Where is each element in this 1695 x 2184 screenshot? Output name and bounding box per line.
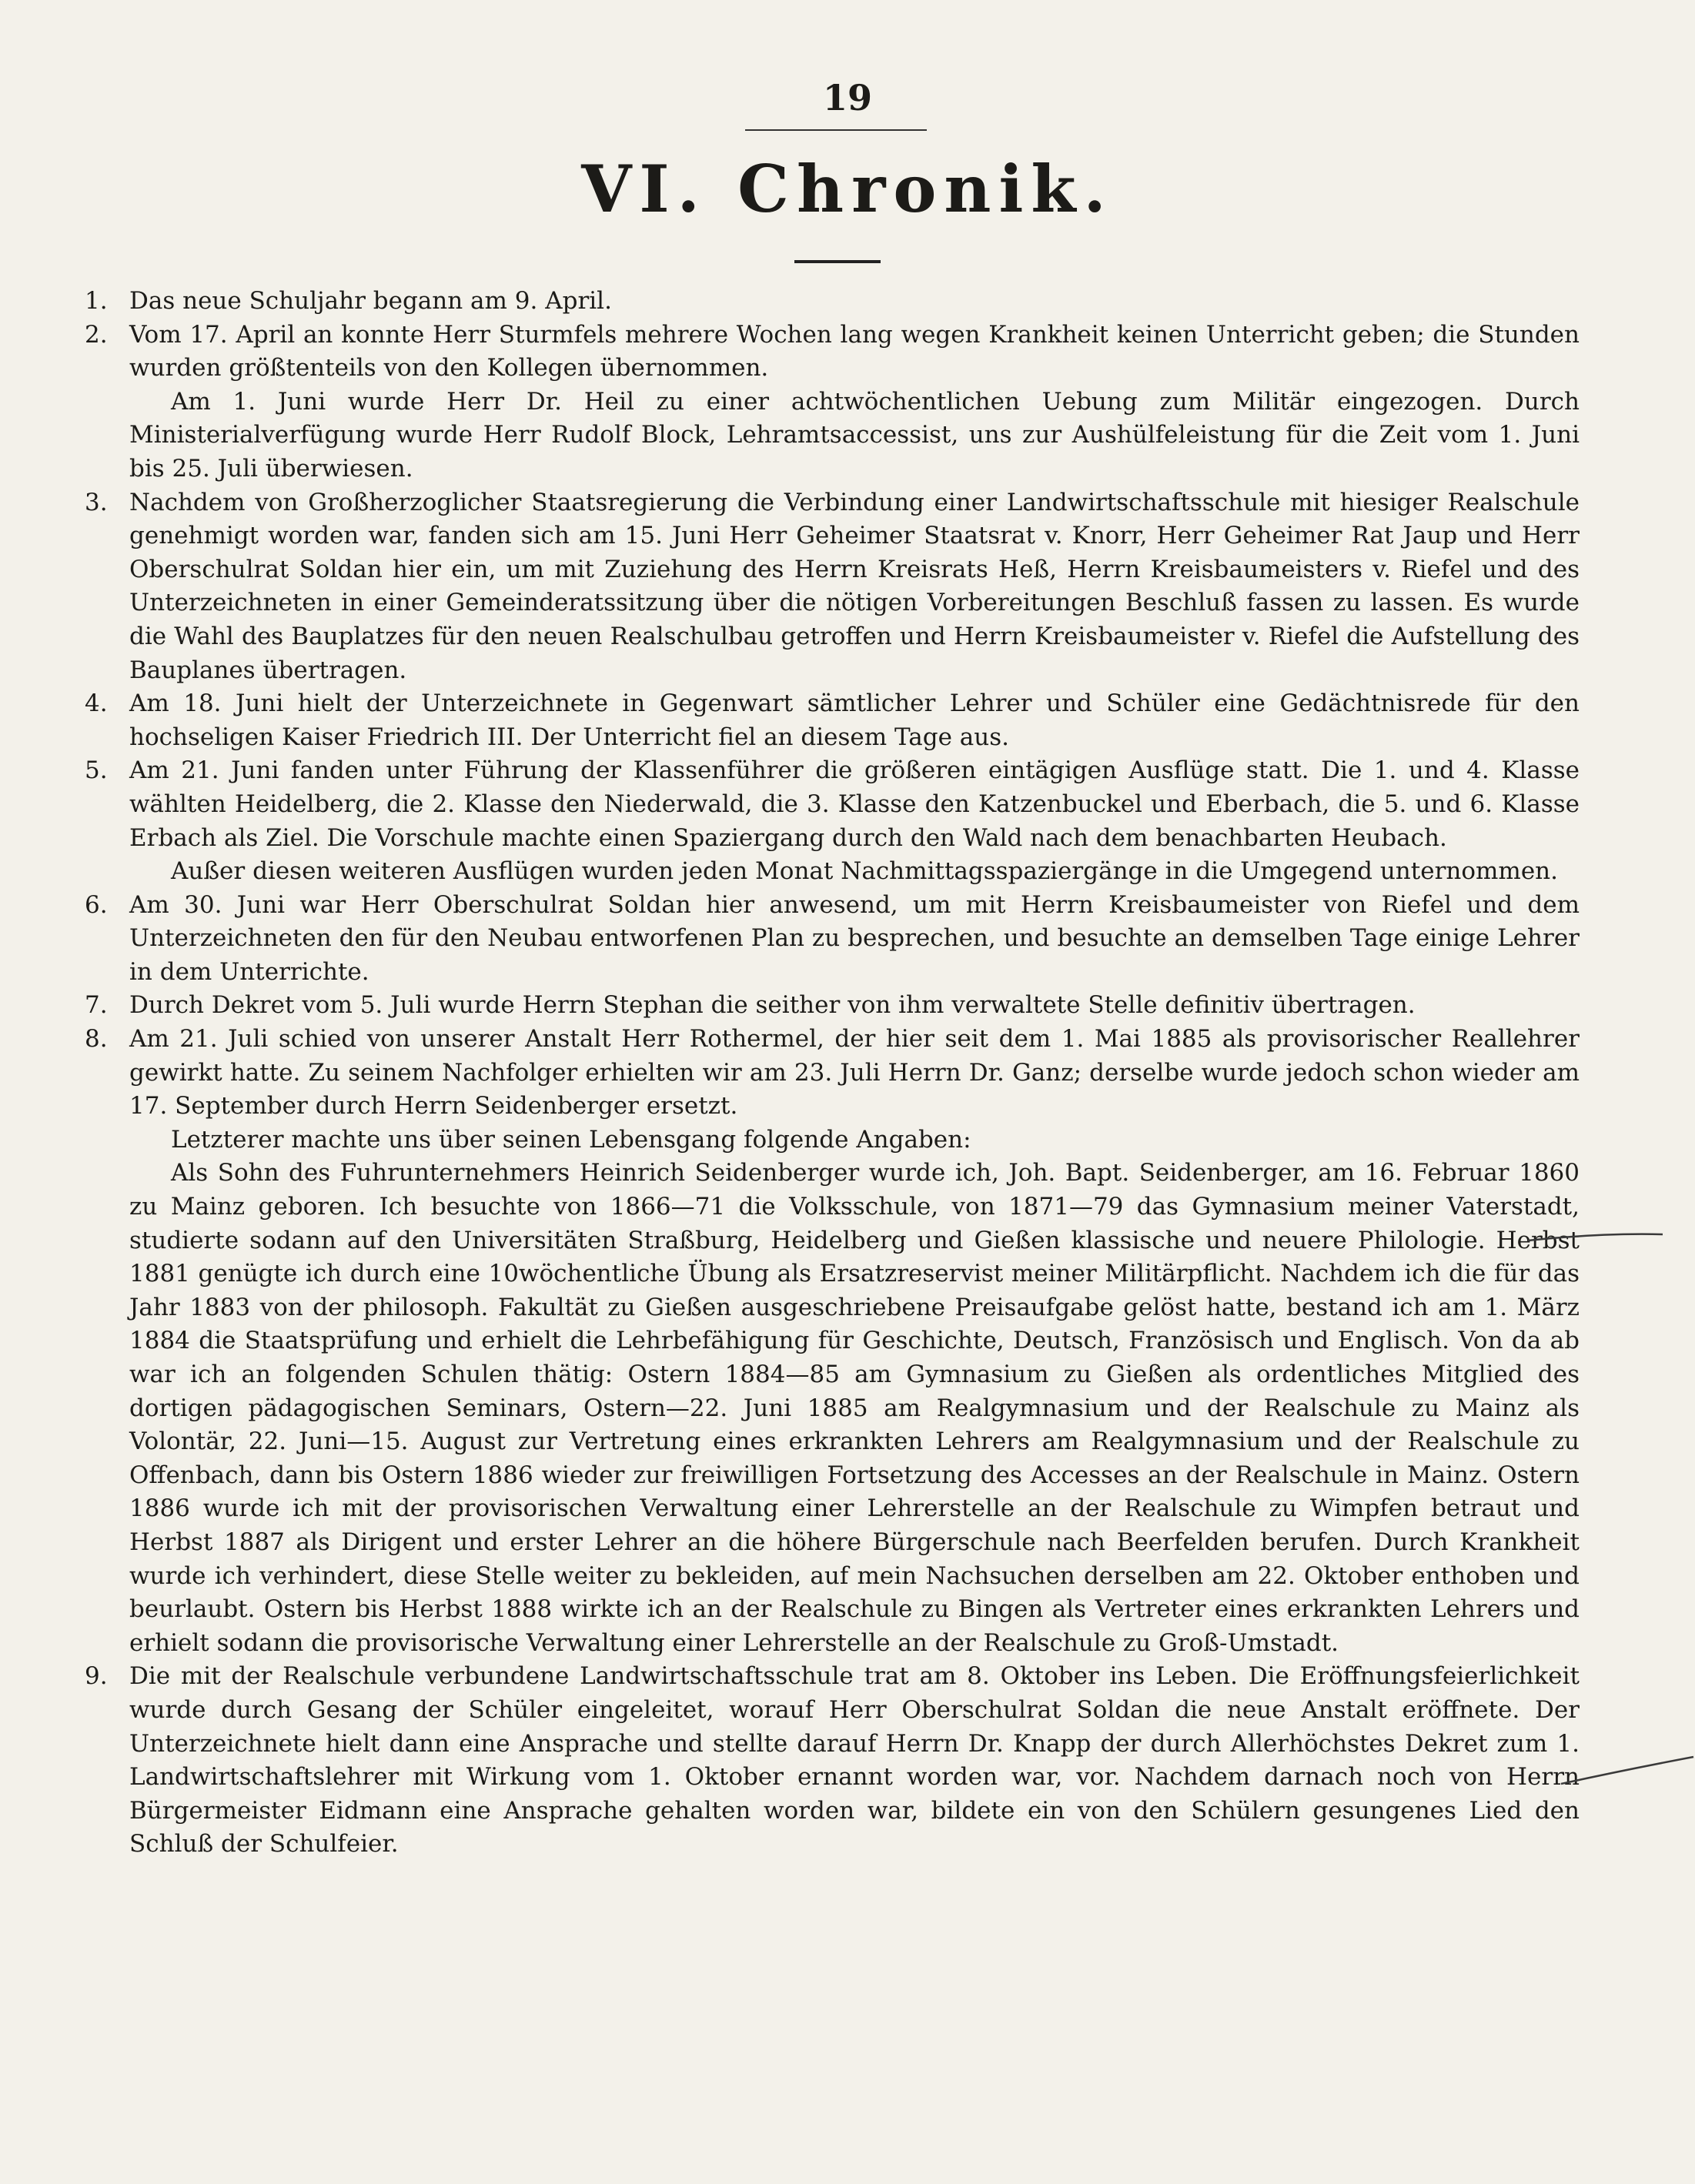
item-paragraph: Nachdem von Großherzoglicher Staatsregierung die Verbindung einer Landwirtschaftsschule mit hiesiger Realschule genehmigt worden war, fanden sich am 15. Juni Herr Geheimer Staatsrat v. Knorr, Herr Geheimer Rat Jaup und Herr Oberschulrat Soldan hier ein, um mit Zuziehung des Herrn Kreisrats Heß, Herrn Kreisbaumeisters v. Riefel und des Unterzeichneten in einer Gemeinderatssitzung über die nötigen Vorbereitungen Beschluß fassen zu lassen. Es wurde die Wahl des Bauplatzes für den neuen Realschulbau getroffen und Herrn Kreisbaumeister v. Riefel die Aufstellung des Bauplanes übertragen. (129, 488, 1580, 684)
chronicle-list (85, 285, 1580, 1862)
chronicle-item-3 (85, 486, 1580, 688)
title-rule (794, 260, 881, 263)
biography-paragraph: Als Sohn des Fuhrunternehmers Heinrich Seidenberger wurde ich, Joh. Bapt. Seidenberger, am 16. Februar 1860 zu Mainz geboren. Ich besuchte von 1866—71 die Volksschule, von 1871—79 das Gymnasium meiner Vaterstadt, studierte sodann auf den Universitäten Straßburg, Heidelberg und Gießen klassische und neuere Philologie. Herbst 1881 genügte ich durch eine 10wöchentliche Übung als Ersatzreservist meiner Militärpflicht. Nachdem ich die für das Jahr 1883 von der philosoph. Fakultät zu Gießen ausgeschriebene Preisaufgabe gelöst hatte, bestand ich am 1. März 1884 die Staatsprüfung und erhielt die Lehrbefähigung für Geschichte, Deutsch, Französisch und Englisch. Von da ab war ich an folgenden Schulen thätig: Ostern 1884—85 am Gymnasium zu Gießen als ordentliches Mitglied des dortigen pädagogischen Seminars, Ostern—22. Juni 1885 am Realgymnasium und der Realschule zu Mainz als Volontär, 22. Juni—15. August zur Vertretung eines erkrankten Lehrers am Realgymnasium und der Realschule zu Offenbach, dann bis Ostern 1886 wieder zur freiwilligen Fortsetzung des Accesses an der Realschule in Mainz. Ostern 1886 wurde ich mit der provisorischen Verwaltung einer Lehrerstelle an der Realschule zu Wimpfen betraut und Herbst 1887 als Dirigent und erster Lehrer an die höhere Bürgerschule nach Beerfelden berufen. Durch Krankheit wurde ich verhindert, diese Stelle weiter zu bekleiden, auf mein Nachsuchen derselben am 22. Oktober enthoben und beurlaubt. Ostern bis Herbst 1888 wirkte ich an der Realschule zu Bingen als Vertreter eines erkrankten Lehrers und erhielt sodann die provisorische Verwaltung einer Lehrerstelle an der Realschule zu Groß-Umstadt. (129, 1159, 1580, 1657)
item-paragraph: Außer diesen weiteren Ausflügen wurden jeden Monat Nachmittagsspaziergänge in die Umgegend unternommen. (171, 857, 1558, 886)
chronicle-item-9 (85, 1660, 1580, 1862)
chapter-title: VI. Chronik. (581, 151, 1114, 227)
page-number: 19 (822, 77, 872, 119)
item-paragraph: Am 18. Juni hielt der Unterzeichnete in Gegenwart sämtlicher Lehrer und Schüler eine Gedächtnisrede für den hochseligen Kaiser Friedrich III. Der Unterricht fiel an diesem Tage aus. (129, 690, 1580, 751)
item-number: 4. (85, 690, 108, 718)
item-paragraph: Die mit der Realschule verbundene Landwirtschaftsschule trat am 8. Oktober ins Leben. Die Eröffnungsfeierlichkeit wurde durch Gesang der Schüler eingeleitet, worauf Herr Oberschulrat Soldan die neue Anstalt eröffnete. Der Unterzeichnete hielt dann eine Ansprache und stellte darauf Herrn Dr. Knapp der durch Allerhöchstes Dekret zum 1. Landwirtschaftslehrer mit Wirkung vom 1. Oktober ernannt worden war, vor. Nachdem darnach noch von Herrn Bürgermeister Eidmann eine Ansprache gehalten worden war, bildete ein von den Schülern gesungenes Lied den Schluß der Schulfeier. (129, 1662, 1580, 1858)
chronicle-item-7 (85, 989, 1580, 1023)
item-number: 3. (85, 488, 108, 516)
item-paragraph: Am 1. Juni wurde Herr Dr. Heil zu einer achtwöchentlichen Uebung zum Militär eingezogen. Durch Ministerialverfügung wurde Herr Rudolf Block, Lehramtsaccessist, uns zur Aushülfeleistung für die Zeit vom 1. Juni bis 25. Juli überwiesen. (129, 387, 1580, 483)
chronicle-item-8 (85, 1023, 1580, 1660)
item-number: 9. (85, 1662, 108, 1691)
page-number-rule (745, 129, 927, 131)
item-paragraph: Am 21. Juni fanden unter Führung der Klassenführer die größeren eintägigen Ausflüge statt. Die 1. und 4. Klasse wählten Heidelberg, die 2. Klasse den Niederwald, die 3. Klasse den Katzenbuckel und Eberbach, die 5. und 6. Klasse Erbach als Ziel. Die Vorschule machte einen Spaziergang durch den Wald nach dem benachbarten Heubach. (129, 756, 1580, 852)
chronicle-item-2 (85, 319, 1580, 486)
pencil-stroke-lower (1561, 1757, 1693, 1784)
item-paragraph: Letzterer machte uns über seinen Lebensgang folgende Angaben: (171, 1125, 971, 1154)
item-paragraph: Durch Dekret vom 5. Juli wurde Herrn Stephan die seither von ihm verwaltete Stelle definitiv übertragen. (129, 991, 1416, 1020)
item-number: 5. (85, 756, 108, 785)
item-paragraph: Vom 17. April an konnte Herr Sturmfels mehrere Wochen lang wegen Krankheit keinen Unterricht geben; die Stunden wurden größtenteils von den Kollegen übernommen. (129, 320, 1580, 382)
item-number: 2. (85, 320, 108, 349)
chronicle-item-6 (85, 889, 1580, 990)
item-paragraph: Das neue Schuljahr begann am 9. April. (129, 287, 612, 315)
item-number: 7. (85, 991, 108, 1020)
item-number: 8. (85, 1025, 108, 1054)
chronicle-item-1 (85, 285, 1580, 319)
chronicle-item-5 (85, 754, 1580, 888)
item-number: 6. (85, 890, 108, 919)
item-paragraph: Am 21. Juli schied von unserer Anstalt Herr Rothermel, der hier seit dem 1. Mai 1885 als provisorischer Reallehrer gewirkt hatte. Zu seinem Nachfolger erhielten wir am 23. Juli Herrn Dr. Ganz; derselbe wurde jedoch schon wieder am 17. September durch Herrn Seidenberger ersetzt. (129, 1025, 1580, 1120)
item-paragraph: Am 30. Juni war Herr Oberschulrat Soldan hier anwesend, um mit Herrn Kreisbaumeister von Riefel und dem Unterzeichneten den für den Neubau entworfenen Plan zu besprechen, und besuchte an demselben Tage einige Lehrer in dem Unterrichte. (129, 890, 1580, 986)
item-number: 1. (85, 287, 108, 315)
chronicle-item-4 (85, 687, 1580, 754)
